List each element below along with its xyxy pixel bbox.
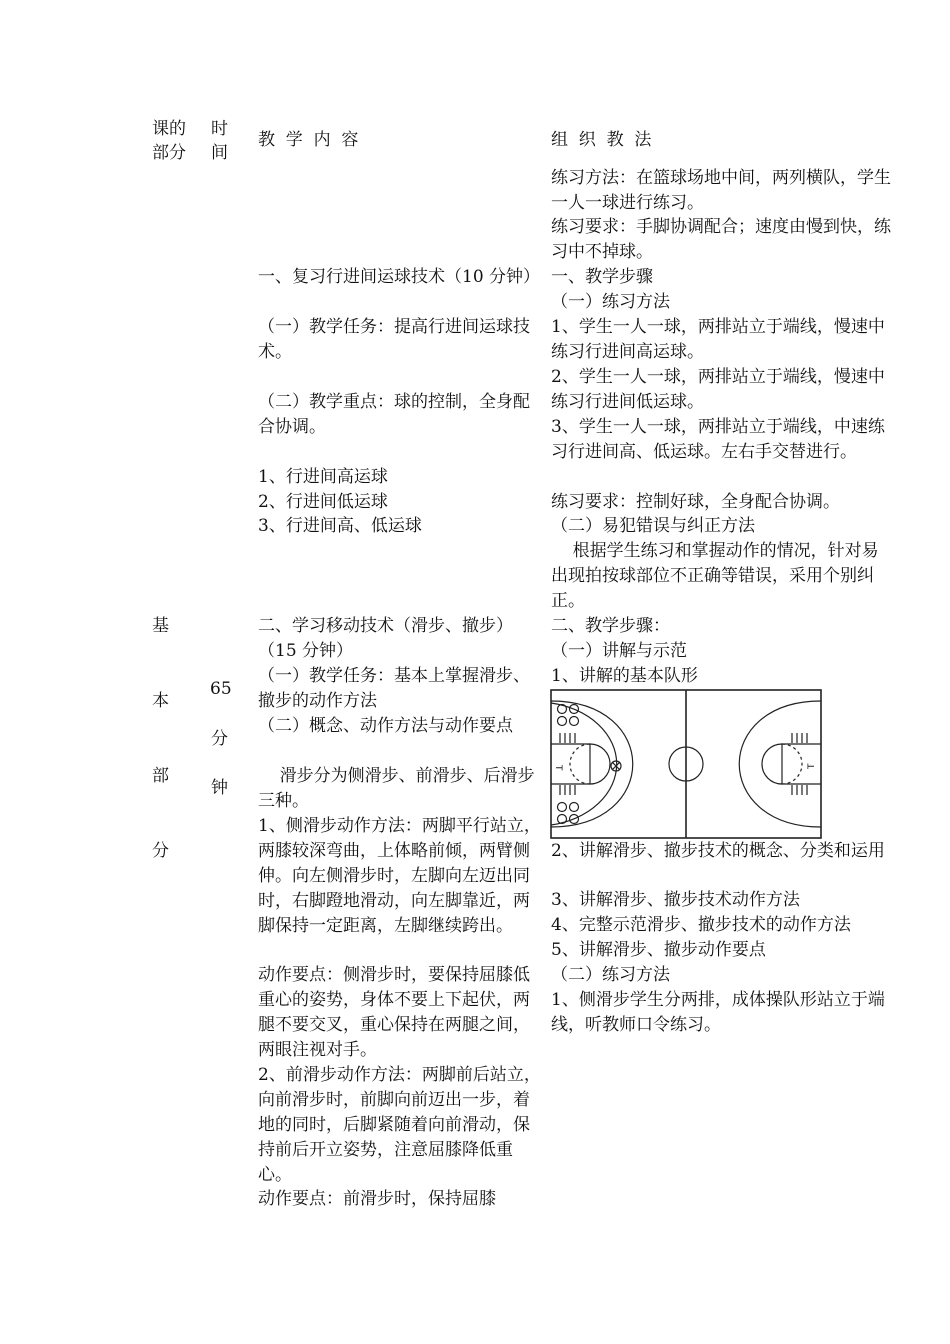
method-practice-subtitle: （一）练习方法 — [551, 292, 670, 312]
content-item-high-dribble: 1、行进间高运球 — [258, 467, 388, 487]
method-steps-title: 一、教学步骤 — [551, 267, 653, 287]
section-label-char-2: 本 — [152, 691, 169, 711]
time-unit-char-1: 分 — [211, 729, 228, 749]
time-value: 65 — [210, 679, 232, 699]
method-practice-requirement: 练习要求：手脚协调配合；速度由慢到快，练习中不掉球。 — [551, 217, 891, 262]
content-front-slide-keypoints: 动作要点：前滑步时，保持屈膝 — [258, 1189, 496, 1209]
header-part-line1: 课的 — [152, 119, 186, 139]
header-time-line1: 时 — [211, 119, 228, 139]
basketball-court-diagram — [550, 689, 822, 839]
header-teaching-method: 组 织 教 法 — [551, 130, 652, 150]
content-footwork-concept: （二）概念、动作方法与动作要点 — [258, 716, 513, 736]
method-step-2: 2、学生一人一球，两排站立于端线，慢速中练习行进间低运球。 — [551, 367, 885, 412]
header-time-line2: 间 — [211, 143, 228, 163]
section-label-char-3: 部 — [152, 766, 169, 786]
content-side-slide-keypoints: 动作要点：侧滑步时，要保持屈膝低重心的姿势，身体不要上下起伏，两腿不要交叉，重心保持在两腿之间，两眼注视对手。 — [258, 965, 530, 1060]
method-explain-technique: 3、讲解滑步、撤步技术动作方法 — [551, 890, 800, 910]
content-side-slide-method: 1、侧滑步动作方法：两脚平行站立，两膝较深弯曲，上体略前倾，两臂侧伸。向左侧滑步时，左脚向左迈出同时，右脚蹬地滑动，向左脚靠近，两脚保持一定距离，左脚继续跨出。 — [258, 816, 541, 936]
section-label-char-4: 分 — [152, 841, 169, 861]
method-step-1: 1、学生一人一球，两排站立于端线，慢速中练习行进间高运球。 — [551, 317, 885, 362]
content-review-dribble-title: 一、复习行进间运球技术（10 分钟） — [258, 267, 541, 287]
teacher-symbol-left: T — [553, 765, 563, 771]
teacher-symbol-right: T — [807, 763, 817, 769]
method-explain-demo-title: （一）讲解与示范 — [551, 641, 687, 661]
method-practice-subtitle-2: （二）练习方法 — [551, 965, 670, 985]
header-part-line2: 部分 — [152, 143, 186, 163]
method-explain-concept: 2、讲解滑步、撤步技术的概念、分类和运用 — [551, 841, 885, 861]
method-side-slide-practice: 1、侧滑步学生分两排，成体操队形站立于端线，听教师口令练习。 — [551, 990, 885, 1035]
section-label-char-1: 基 — [152, 616, 169, 636]
method-step-3: 3、学生一人一球，两排站立于端线，中速练习行进间高、低运球。左右手交替进行。 — [551, 417, 885, 462]
content-front-slide-method: 2、前滑步动作方法：两脚前后站立，向前滑步时，前脚向前迈出一步，着地的同时，后脚紧随着向前滑动，保持前后开立姿势，注意屈膝降低重心。 — [258, 1065, 541, 1185]
time-unit-char-2: 钟 — [211, 778, 228, 798]
method-errors-title: （二）易犯错误与纠正方法 — [551, 516, 755, 536]
content-footwork-task: （一）教学任务：基本上掌握滑步、撤步的动作方法 — [258, 666, 530, 711]
method-full-demo: 4、完整示范滑步、撤步技术的动作方法 — [551, 915, 851, 935]
content-slide-types: 滑步分为侧滑步、前滑步、后滑步三种。 — [258, 766, 535, 811]
content-review-task: （一）教学任务：提高行进间运球技术。 — [258, 317, 530, 362]
content-item-high-low-dribble: 3、行进间高、低运球 — [258, 516, 422, 536]
content-item-low-dribble: 2、行进间低运球 — [258, 492, 388, 512]
method-control-requirement: 练习要求：控制好球，全身配合协调。 — [551, 492, 840, 512]
method-practice-method: 练习方法：在篮球场地中间，两列横队，学生一人一球进行练习。 — [551, 168, 891, 213]
content-review-focus: （二）教学重点：球的控制，全身配合协调。 — [258, 392, 530, 437]
method-explain-keypoints: 5、讲解滑步、撤步动作要点 — [551, 940, 766, 960]
content-footwork-title: 二、学习移动技术（滑步、撤步）（15 分钟） — [258, 616, 513, 661]
method-steps-title-2: 二、教学步骤： — [551, 616, 670, 636]
method-errors-correction: 根据学生练习和掌握动作的情况，针对易出现拍按球部位不正确等错误，采用个别纠正。 — [551, 541, 879, 611]
method-basic-formation: 1、讲解的基本队形 — [551, 666, 698, 686]
header-teaching-content: 教 学 内 容 — [258, 130, 359, 150]
